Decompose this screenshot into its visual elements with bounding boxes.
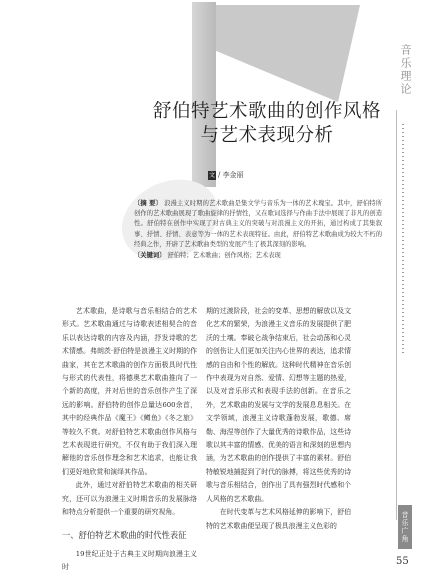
body-paragraph: 艺术歌曲，是诗歌与音乐相结合的艺术形式。艺术歌曲通过与诗歌表述相契合的音乐以表达诗歌的内容及内涵，抒发诗歌的艺术情感。弗朗茨·舒伯特是浪漫主义时期的作曲家，其在艺术歌曲的创作方面极具时代性与形式的代表性，将德奥艺术歌曲推向了一个新的高度，并对后世的音乐创作产生了深远的影响。舒伯特的创作总量达600余首，其中的经典作品《魔王》《鳟鱼》《冬之旅》等较久不衰。对舒伯特艺术歌曲创作风格与艺术表现进行研究，不仅有助于我们深入理解他的音乐创作理念和艺术追求，也能让我们更好地欣赏和演绎其作品。 <box>62 307 197 476</box>
section-tab: 音乐广角 <box>398 505 412 549</box>
author-prefix: 文 <box>209 171 216 179</box>
body-paragraph: 期的过渡阶段，社会的变革、思想的解放以及文化艺术的繁荣，为浪漫主义音乐的发展提供了肥沃的土壤。奉破仑战争结束后，社会动荡和心灵的创伤让人们更加关注内心世界的表达，追求情感的自由和个性的解放。这种时代精神在音乐创作中表现为对自然、爱情、幻想等主题的热爱，以及对音乐形式和表现手法的创新。在音乐之外，艺术歌曲的发展与文学的发展息息相关。在文学领域，浪漫主义诗歌蓬勃发展，歌德、席勒、海涅等创作了大量优秀的诗歌作品，这些诗歌以其丰富的情感、优美的语言和深刻的思想内涵，为艺术歌曲的创作提供了丰富的素材。舒伯特敏锐地捕捉到了时代的脉搏，将这些优秀的诗歌与音乐相结合，创作出了具有强烈时代感和个人风格的艺术歌曲。 <box>206 307 351 503</box>
body-column-left <box>62 305 197 575</box>
page-number: 55 <box>396 556 409 567</box>
body-column-right <box>206 305 351 533</box>
abstract-block <box>134 199 382 261</box>
keywords-label: 〔关键词〕 <box>134 252 166 260</box>
body-paragraph: 此外，通过对舒伯特艺术歌曲的相关研究，还可以为浪漫主义时期音乐的发展脉络和特点分析提供一个重要的研究视角。 <box>62 481 197 517</box>
keywords <box>134 251 382 261</box>
title-line-1: 舒伯特艺术歌曲的创作风格 <box>152 101 381 122</box>
column-label: 音乐理论 <box>399 44 412 96</box>
title-line-2: 与艺术表现分析 <box>200 125 334 146</box>
sidebar-divider <box>396 110 397 520</box>
keywords-text: 舒伯特；艺术歌曲；创作风格；艺术表现 <box>167 252 281 260</box>
byline <box>208 170 244 180</box>
body-paragraph: 19世纪正处于古典主义时期向浪漫主义时 <box>62 549 197 572</box>
article-title <box>137 100 397 148</box>
abstract-text: 浪漫主义时期的艺术歌曲是集文学与音乐为一体的艺术瑰宝。其中，舒伯特所创作的艺术歌曲展现了歌曲旋律的抒情性，又在歌词选择与作曲手法中展现了非凡的创造性。舒伯特在创作中实现了对古典主义的突破与对浪漫主义的开拓，通过构成了其集叙事、抒情、抒情、表意等为一体的艺术表现特征。由此，舒伯特艺术歌曲成为较大不朽的经典之作，开辟了艺术歌曲类型的发展产生了极其深刻的影响。 <box>134 200 382 248</box>
body-paragraph: 在时代变革与艺术风格延伸的影响下，舒伯特的艺术歌曲便呈现了极具浪漫主义色彩的 <box>206 508 351 530</box>
author-name: / 李金丽 <box>218 171 244 179</box>
sidebar-dotted-rule <box>402 124 404 354</box>
section-heading: 一、舒伯特艺术歌曲的时代性表征 <box>62 529 187 540</box>
abstract <box>134 199 382 250</box>
abstract-label: 〔摘 要〕 <box>134 200 162 207</box>
